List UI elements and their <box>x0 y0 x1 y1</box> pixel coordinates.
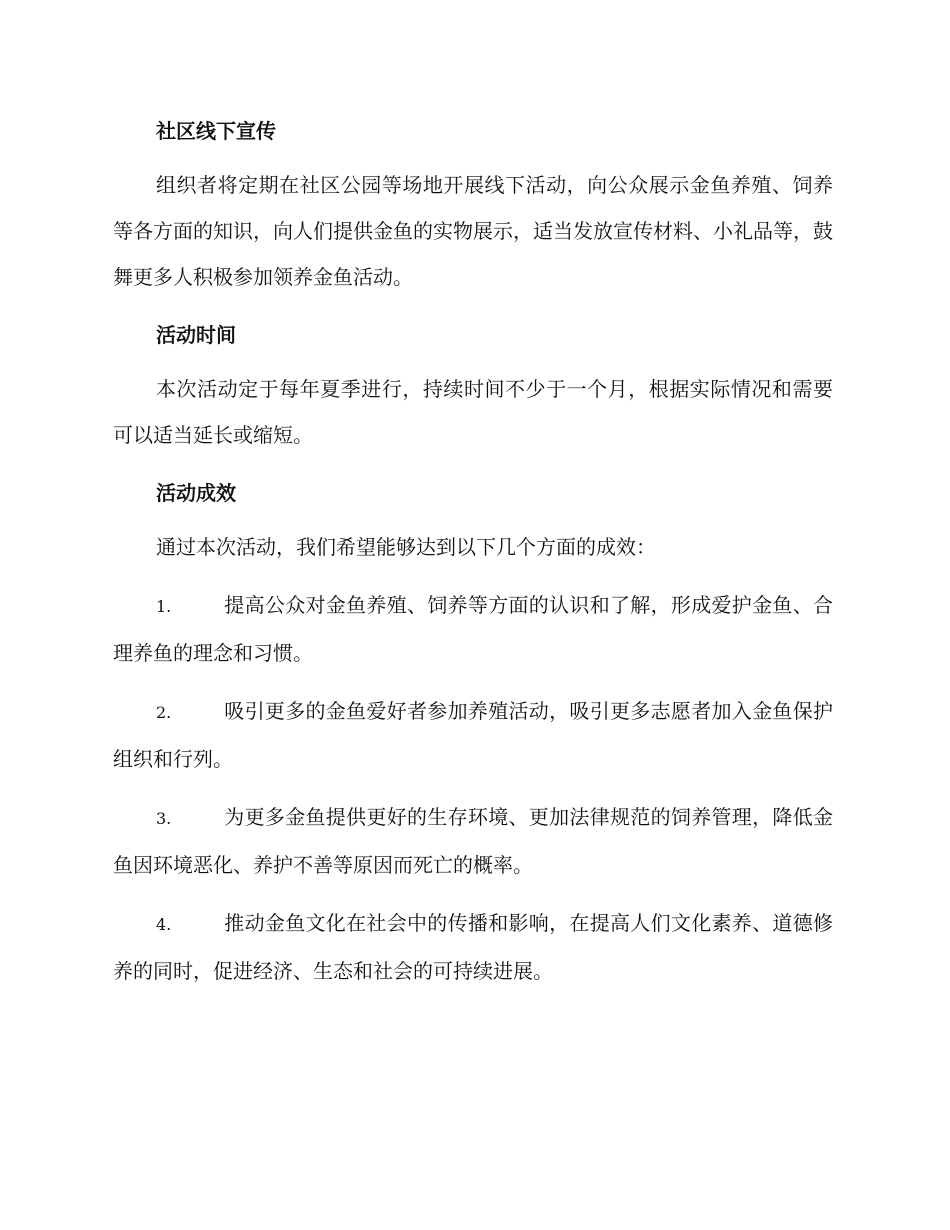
paragraph-offline-promotion: 组织者将定期在社区公园等场地开展线下活动，向公众展示金鱼养殖、饲养等各方面的知识，向人们提供金鱼的实物展示，适当发放宣传材料、小礼品等，鼓舞更多人积极参加领养金鱼活动。 <box>113 173 833 289</box>
section-heading-activity-time: 活动时间 <box>156 323 236 347</box>
outcome-text: 提高公众对金鱼养殖、饲养等方面的认识和了解，形成爱护金鱼、合理养鱼的理念和习惯。 <box>113 593 833 665</box>
outcome-number: 4. <box>156 915 172 934</box>
outcome-text: 为更多金鱼提供更好的生存环境、更加法律规范的饲养管理，降低金鱼因环境恶化、养护不善等原因而死亡的概率。 <box>113 805 833 877</box>
document-body <box>113 108 833 1006</box>
section-heading-offline-promotion: 社区线下宣传 <box>156 119 276 143</box>
outcome-list-item <box>113 688 833 782</box>
outcome-list-item <box>113 900 833 994</box>
outcome-list-item <box>113 794 833 888</box>
section-heading-activity-outcomes: 活动成效 <box>156 481 236 505</box>
outcome-list-item <box>113 582 833 676</box>
outcome-text: 推动金鱼文化在社会中的传播和影响，在提高人们文化素养、道德修养的同时，促进经济、生态和社会的可持续进展。 <box>113 911 833 983</box>
paragraph-activity-time: 本次活动定于每年夏季进行，持续时间不少于一个月，根据实际情况和需要可以适当延长或缩短。 <box>113 377 833 447</box>
paragraph-outcomes-intro: 通过本次活动，我们希望能够达到以下几个方面的成效： <box>156 535 656 559</box>
outcome-number: 3. <box>156 809 172 828</box>
outcome-number: 1. <box>156 597 172 616</box>
outcome-number: 2. <box>156 703 172 722</box>
outcome-text: 吸引更多的金鱼爱好者参加养殖活动，吸引更多志愿者加入金鱼保护组织和行列。 <box>113 699 833 771</box>
